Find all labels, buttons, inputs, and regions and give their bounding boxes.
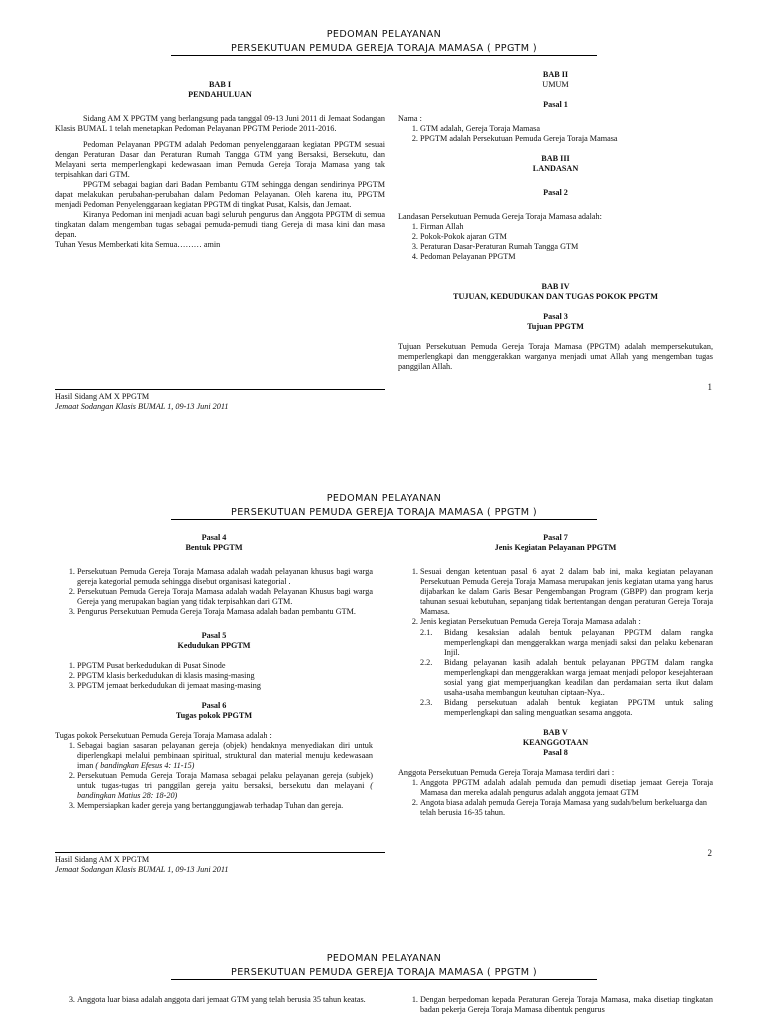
list-item: 1. Firman Allah xyxy=(420,222,713,232)
list-item: 2. PPGTM klasis berkedudukan di klasis masing-masing xyxy=(77,671,373,681)
bab1-closing: Tuhan Yesus Memberkati kita Semua……… amin xyxy=(55,240,221,249)
bab3-subtitle: LANDASAN xyxy=(532,164,579,173)
sublist-item xyxy=(420,628,713,658)
pasal3-title: Tujuan PPGTM xyxy=(527,322,584,331)
footer-line1: Hasil Sidang AM X PPGTM xyxy=(55,855,150,864)
pasal1-list xyxy=(398,124,713,144)
list-item: 2. PPGTM adalah Persekutuan Pemuda Gereja Toraja Mamasa xyxy=(420,134,713,144)
bab5-title: BAB V xyxy=(543,728,568,737)
pasal3-heading: Pasal 3 xyxy=(543,312,568,321)
bab1-title: BAB I xyxy=(208,80,232,89)
sublist-number: 2.3. xyxy=(420,698,433,707)
list-item xyxy=(77,741,373,771)
bab4-subtitle: TUJUAN, KEDUDUKAN DAN TUGAS POKOK PPGTM xyxy=(453,292,658,301)
sublist-number: 2.1. xyxy=(420,628,433,637)
pasal2-intro: Landasan Persekutuan Pemuda Gereja Toraja Mamasa adalah: xyxy=(398,212,602,221)
pasal6-intro: Tugas pokok Persekutuan Pemuda Gereja Toraja Mamasa adalah : xyxy=(55,731,272,740)
header-title: PEDOMAN PELAYANAN xyxy=(326,953,442,964)
bab3-title: BAB III xyxy=(541,154,570,163)
list-item: 1. PPGTM Pusat berkedudukan di Pusat Sinode xyxy=(77,661,373,671)
pasal5-heading: Pasal 5 xyxy=(201,631,227,640)
pasal4-list xyxy=(55,567,373,617)
management-list xyxy=(398,995,713,1015)
sublist-text: Bidang pelayanan kasih adalah bentuk pelayanan PPGTM dalam rangka memperlengkapi dan menggerakkan warga jemaat menjadi pelopor kesejahteraan sosial yang giat memperjuangkan keadilan dan perdamaian serta ikut dalam usaha-usaha membangun keutuhan ciptaan-Nya.. xyxy=(444,658,713,697)
pasal1-intro: Nama : xyxy=(398,114,422,123)
pasal8-heading: Pasal 8 xyxy=(543,748,568,757)
page-3 xyxy=(0,950,768,1024)
sublist-item xyxy=(420,698,713,718)
list-item: 3. PPGTM jemaat berkedudukan di jemaat masing-masing xyxy=(77,681,373,691)
membership-list xyxy=(55,995,373,1005)
list-item: 3. Peraturan Dasar-Peraturan Rumah Tangga GTM xyxy=(420,242,713,252)
header-title: PEDOMAN PELAYANAN xyxy=(326,29,442,40)
pasal8-list xyxy=(398,778,713,818)
header-title: PEDOMAN PELAYANAN xyxy=(326,493,442,504)
bab1-paragraph: Pedoman Pelayanan PPGTM adalah Pedoman penyelenggaraan kegiatan PPGTM sesuai dengan Peraturan Dasar dan Peraturan Rumah Tangga GTM yang Bersaksi, Bersekutu, dan Melayani serta memperlengkapi kedewasaan iman Pemuda Gereja Toraja Mamasa yang tak terpisahkan dari GTM. xyxy=(55,140,385,179)
left-column xyxy=(55,533,373,811)
pasal7-list xyxy=(398,567,713,718)
page-footer xyxy=(55,389,385,412)
pasal7-title: Jenis Kegiatan Pelayanan PPGTM xyxy=(494,543,617,552)
list-item: 1. Sesuai dengan ketentuan pasal 6 ayat 2 dalam bab ini, maka kegiatan pelayanan Persekutuan Pemuda Gereja Toraja Mamasa merupakan jenis kegiatan utama yang harus dijabarkan ke dalam Garis Besar Pengembangan Program (GBPP) dan program kerja tahunan sesuai kebutuhan, sepanjang tidak bertentangan dengan peraturan Gereja Toraja Mamasa. xyxy=(420,567,713,617)
footer-rule xyxy=(55,852,385,853)
pasal7-heading: Pasal 7 xyxy=(543,533,568,542)
pasal3-text: Tujuan Persekutuan Pemuda Gereja Toraja Mamasa (PPGTM) adalah mempersekutukan, memperlengkapi dan menggerakkan warganya menjadi umat Allah yang mengemban tugas panggilan Allah. xyxy=(398,342,713,371)
page-header xyxy=(0,29,768,56)
bab1-subtitle: PENDAHULUAN xyxy=(188,90,252,99)
page-number: 2 xyxy=(707,848,712,858)
bab1-paragraph: Kiranya Pedoman ini menjadi acuan bagi seluruh pengurus dan Anggota PPGTM di semua tingkatan dalam mengemban tugas sebagai pemuda-pemudi tiang Gereja di masa kini dan masa depan. xyxy=(55,210,385,239)
list-item: 3. Mempersiapkan kader gereja yang bertanggungjawab terhadap Tuhan dan gereja. xyxy=(77,801,373,811)
sublist-text: Bidang kesaksian adalah bentuk pelayanan PPGTM dalam rangka memperlengkapi dan menggerakkan warga menjadi saksi dan pelaku kebenaran Injil. xyxy=(444,628,713,657)
list-item: 3. Pengurus Persekutuan Pemuda Gereja Toraja Mamasa adalah badan pembantu GTM. xyxy=(77,607,373,617)
list-item: 4. Pedoman Pelayanan PPGTM xyxy=(420,252,713,262)
sublist-text: Bidang persekutuan adalah bentuk kegiatan PPGTM untuk saling memperlengkapi dan saling menguatkan sesama anggota. xyxy=(444,698,713,717)
right-column xyxy=(398,533,713,818)
header-subtitle: PERSEKUTUAN PEMUDA GEREJA TORAJA MAMASA ( PPGTM ) xyxy=(171,967,597,981)
left-column xyxy=(55,995,373,1005)
footer-line2: Jemaat Sodangan Klasis BUMAL 1, 09-13 Juni 2011 xyxy=(55,865,229,874)
footer-line1: Hasil Sidang AM X PPGTM xyxy=(55,392,150,401)
bible-reference: ( bandingkan Matius 28: 18-20) xyxy=(77,781,373,800)
right-column xyxy=(398,995,713,1015)
list-item: 1. Anggota PPGTM adalah adalah pemuda dan pemudi disetiap jemaat Gereja Toraja Mamasa dan mereka adalah pengurus adalah anggota jemaat GTM xyxy=(420,778,713,798)
bible-reference: ( bandingkan Efesus 4: 11-15) xyxy=(95,761,195,770)
list-item: 3. Anggota luar biasa adalah anggota dari jemaat GTM yang telah berusia 35 tahun keatas. xyxy=(77,995,373,1005)
bab2-title: BAB II xyxy=(542,70,569,79)
right-column xyxy=(398,70,713,372)
header-subtitle: PERSEKUTUAN PEMUDA GEREJA TORAJA MAMASA ( PPGTM ) xyxy=(171,43,597,57)
page-header xyxy=(0,953,768,980)
bab1-paragraph: PPGTM sebagai bagian dari Badan Pembantu GTM sehingga dengan sendirinya PPGTM dapat melakukan perubahan-perubahan dalam Pedoman Pelayanan. Oleh karena itu, PPGTM menjadi Pedoman Penyelenggaraan kegiatan PPGTM di tingkat Pusat, Kalsis, dan Jemaat. xyxy=(55,180,385,209)
list-item xyxy=(77,771,373,801)
pasal5-title: Kedudukan PPGTM xyxy=(177,641,251,650)
bab1-paragraph: Sidang AM X PPGTM yang berlangsung pada tanggal 09-13 Juni 2011 di Jemaat Sodangan Klasis BUMAL 1 telah menetapkan Pedoman Pelayanan PPGTM Periode 2011-2016. xyxy=(55,114,385,133)
pasal2-list xyxy=(398,222,713,262)
page-2 xyxy=(0,490,768,890)
page-header xyxy=(0,493,768,520)
list-item: 1. Dengan berpedoman kepada Peraturan Gereja Toraja Mamasa, maka disetiap tingkatan badan pekerja Gereja Toraja Mamasa dibentuk pengurus xyxy=(420,995,713,1015)
pasal8-intro: Anggota Persekutuan Pemuda Gereja Toraja Mamasa terdiri dari : xyxy=(398,768,615,777)
header-subtitle: PERSEKUTUAN PEMUDA GEREJA TORAJA MAMASA ( PPGTM ) xyxy=(171,507,597,521)
sublist xyxy=(420,628,713,718)
list-item: 1. GTM adalah, Gereja Toraja Mamasa xyxy=(420,124,713,134)
list-item xyxy=(420,617,713,718)
list-item-text: Persekutuan Pemuda Gereja Toraja Mamasa sebagai pelaku pelayanan gereja (subjek) untuk tugas-tugas tri panggilan gereja yaitu bersaksi, bersekutu dan melayani xyxy=(77,771,373,790)
footer-line2: Jemaat Sodangan Klasis BUMAL 1, 09-13 Juni 2011 xyxy=(55,402,229,411)
pasal2-heading: Pasal 2 xyxy=(543,188,568,197)
list-item: 1. Persekutuan Pemuda Gereja Toraja Mamasa adalah wadah pelayanan khusus bagi warga gereja kategorial pemuda sehingga disebut organisasi kategorial . xyxy=(77,567,373,587)
list-item-text: Jenis kegiatan Persekutuan Pemuda Gereja Toraja Mamasa adalah : xyxy=(420,617,641,626)
sublist-number: 2.2. xyxy=(420,658,433,667)
bab5-subtitle: KEANGGOTAAN xyxy=(522,738,589,747)
pasal6-list xyxy=(55,741,373,811)
footer-rule xyxy=(55,389,385,390)
page-footer xyxy=(55,852,385,875)
list-item-text: Sebagai bagian sasaran pelayanan gereja (objek) hendaknya menyediakan diri untuk diperlengkapi melalui pembinaan spiritual, struktural dan material menuju kedewasaan iman xyxy=(77,741,373,770)
pasal4-heading: Pasal 4 xyxy=(201,533,227,542)
page-number: 1 xyxy=(707,382,712,392)
pasal4-title: Bentuk PPGTM xyxy=(185,543,243,552)
pasal6-heading: Pasal 6 xyxy=(201,701,227,710)
bab2-subtitle: UMUM xyxy=(542,80,569,89)
pasal6-title: Tugas pokok PPGTM xyxy=(175,711,253,720)
left-column xyxy=(55,80,385,250)
list-item: 2. Angota biasa adalah pemuda Gereja Toraja Mamasa yang sudah/belum berkeluarga dan telah berusia 16-35 tahun. xyxy=(420,798,713,818)
list-item: 2. Persekutuan Pemuda Gereja Toraja Mamasa adalah wadah Pelayanan Khusus bagi warga Gereja yang merupakan bagian yang tidak terpisahkan dari GTM. xyxy=(77,587,373,607)
pasal5-list xyxy=(55,661,373,691)
pasal1-heading: Pasal 1 xyxy=(543,100,568,109)
bab4-title: BAB IV xyxy=(541,282,570,291)
sublist-item xyxy=(420,658,713,698)
list-item: 2. Pokok-Pokok ajaran GTM xyxy=(420,232,713,242)
page-1 xyxy=(0,0,768,440)
